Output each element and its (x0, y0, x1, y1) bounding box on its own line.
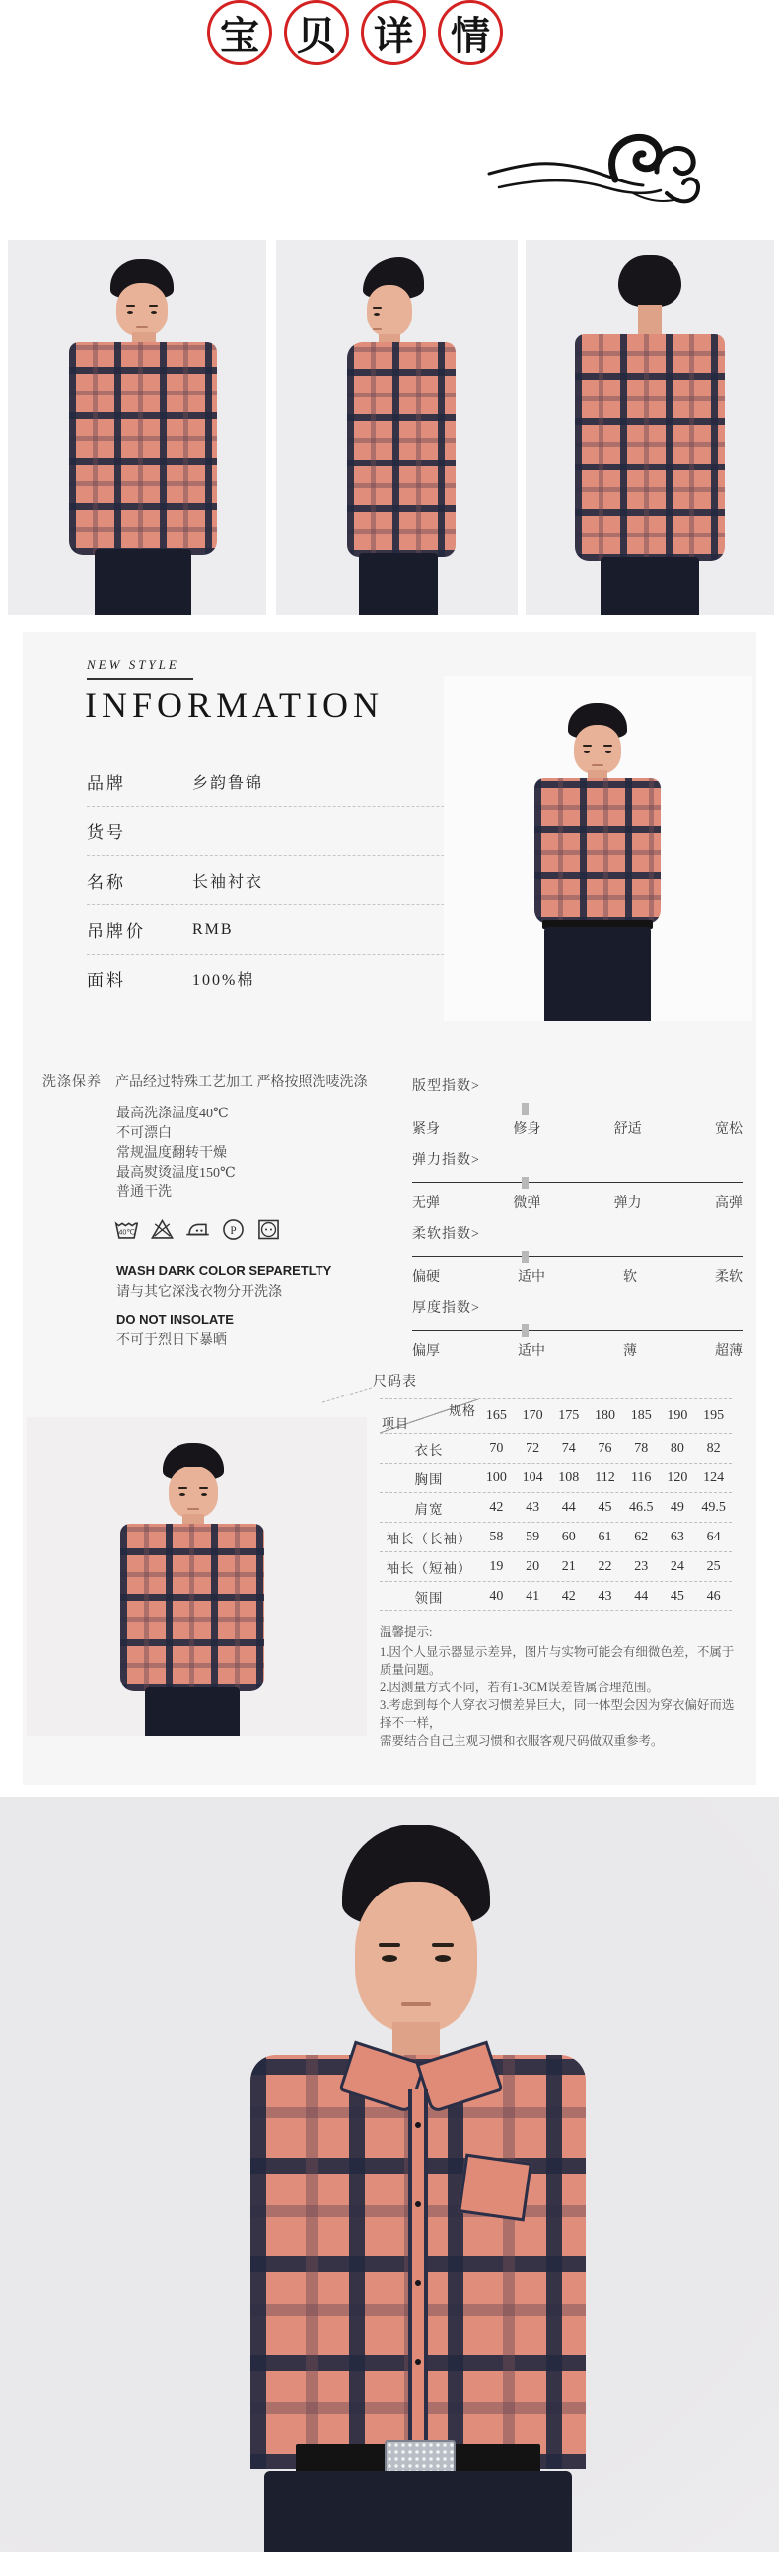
size-cell: 59 (526, 1529, 540, 1544)
size-column-header: 165 (485, 1408, 507, 1423)
tumble-dry-icon (255, 1216, 282, 1243)
tip-line: 1.因个人显示器显示差异，图片与实物可能会有细微色差，不属于质量问题。 (380, 1645, 735, 1677)
model-face (116, 283, 168, 336)
size-cell: 20 (526, 1558, 540, 1574)
corner-spec-label: 规格 (448, 1403, 476, 1418)
index-marker (522, 1324, 529, 1337)
size-column-header: 190 (667, 1408, 688, 1423)
care-instructions (116, 1105, 236, 1203)
corner-item-label: 项目 (382, 1416, 410, 1431)
info-row-label: 品牌 (87, 774, 126, 793)
size-cell: 41 (526, 1588, 540, 1604)
index-slider (412, 1182, 743, 1183)
wash-dark-en: WASH DARK COLOR SEPARETLTY (116, 1263, 332, 1278)
page-title (0, 0, 710, 65)
size-cell: 49 (670, 1499, 684, 1515)
tips-block (380, 1623, 744, 1750)
care-header (42, 1071, 407, 1091)
size-cell: 24 (670, 1558, 684, 1574)
size-cell: 100 (485, 1469, 507, 1485)
index-label: 弹力 (613, 1196, 642, 1211)
size-cell: 124 (703, 1469, 725, 1485)
size-cell: 46 (706, 1588, 721, 1604)
size-cell: 22 (598, 1558, 612, 1574)
size-chart-corner-cell (380, 1399, 478, 1433)
size-column-header: 175 (558, 1408, 580, 1423)
info-row-value: 长袖衬衣 (192, 874, 264, 891)
softness-index (412, 1223, 743, 1292)
index-title: 弹力指数> (412, 1153, 480, 1168)
size-cell: 70 (489, 1440, 504, 1456)
information-heading: INFORMATION (85, 685, 385, 725)
table-row (380, 1464, 732, 1493)
product-photo-front (8, 240, 266, 615)
wash-dark-zh: 请与其它深浅衣物分开洗涤 (116, 1285, 282, 1300)
table-row (380, 1552, 732, 1582)
fit-index (412, 1075, 743, 1144)
info-row-label: 名称 (87, 873, 126, 892)
chest-pocket (458, 2154, 532, 2222)
product-photo-side (276, 240, 518, 615)
index-label: 超薄 (715, 1344, 743, 1359)
size-cell: 116 (630, 1469, 652, 1485)
size-row-label: 袖长（短袖） (386, 1560, 472, 1576)
index-title: 版型指数> (412, 1079, 480, 1094)
size-cell: 58 (489, 1529, 504, 1544)
size-cell: 108 (558, 1469, 580, 1485)
index-label: 紧身 (412, 1122, 440, 1137)
size-chart-header-row (380, 1398, 732, 1434)
size-row-label: 袖长（长袖） (386, 1531, 472, 1546)
size-cell: 74 (561, 1440, 576, 1456)
product-photo-back (526, 240, 774, 615)
index-label: 高弹 (714, 1196, 743, 1211)
index-label: 偏厚 (412, 1344, 440, 1359)
index-slider (412, 1256, 743, 1257)
info-row-label: 面料 (87, 971, 126, 990)
title-char-circle: 宝 (207, 0, 272, 65)
size-cell: 42 (561, 1588, 576, 1604)
care-line: 常规温度翻转干燥 (116, 1146, 227, 1161)
size-column-header: 170 (522, 1408, 543, 1423)
size-column-header: 180 (594, 1408, 615, 1423)
tip-line: 需要结合自己主观习惯和衣服客观尺码做双重参考。 (380, 1734, 664, 1748)
index-label: 修身 (513, 1122, 541, 1137)
model-photo-tucked (444, 676, 752, 1021)
no-bleach-icon (149, 1216, 176, 1243)
size-cell: 49.5 (701, 1499, 726, 1515)
size-row-label: 领围 (414, 1590, 444, 1606)
index-label: 宽松 (714, 1122, 743, 1137)
info-row-value: 100%棉 (192, 972, 255, 989)
index-label: 适中 (518, 1270, 545, 1285)
title-char-circle: 详 (361, 0, 426, 65)
size-chart-table (380, 1398, 732, 1611)
size-cell: 42 (489, 1499, 504, 1515)
info-row-value: 乡韵鲁锦 (192, 775, 264, 792)
size-cell: 44 (634, 1588, 649, 1604)
size-cell: 120 (667, 1469, 688, 1485)
size-cell: 44 (561, 1499, 576, 1515)
size-cell: 40 (489, 1588, 504, 1604)
title-char-circle: 贝 (284, 0, 349, 65)
table-row (380, 1493, 732, 1523)
size-row-label: 胸围 (414, 1471, 444, 1487)
table-row (380, 1523, 732, 1552)
info-row-value: RMB (192, 920, 234, 938)
thickness-index (412, 1297, 743, 1366)
care-line: 最高熨烫温度150℃ (116, 1166, 236, 1181)
laundry-icons (113, 1216, 282, 1243)
stretch-index (412, 1149, 743, 1218)
index-label: 适中 (518, 1344, 545, 1359)
tip-line: 2.因测量方式不同，若有1-3CM误差皆属合理范围。 (380, 1681, 659, 1694)
size-cell: 46.5 (628, 1499, 654, 1515)
size-row-label: 衣长 (414, 1442, 444, 1458)
tips-title: 温馨提示: (380, 1625, 433, 1639)
size-cell: 23 (634, 1558, 649, 1574)
size-cell: 64 (706, 1529, 721, 1544)
size-cell: 21 (561, 1558, 576, 1574)
size-cell: 61 (598, 1529, 612, 1544)
index-label: 柔软 (715, 1270, 743, 1285)
index-label: 软 (623, 1270, 637, 1285)
new-style-label: NEW STYLE (87, 657, 193, 680)
no-sun-en: DO NOT INSOLATE (116, 1312, 234, 1326)
size-cell: 25 (706, 1558, 721, 1574)
index-label: 微弹 (513, 1196, 541, 1211)
size-column-header: 185 (630, 1408, 652, 1423)
index-label: 无弹 (412, 1196, 440, 1211)
dry-clean-p-icon (220, 1216, 247, 1243)
care-line: 最高洗涤温度40℃ (116, 1107, 229, 1121)
size-cell: 82 (706, 1440, 721, 1456)
no-sun-zh: 不可于烈日下暴晒 (116, 1333, 227, 1348)
size-cell: 72 (526, 1440, 540, 1456)
table-row (380, 1434, 732, 1464)
title-char-circle: 情 (438, 0, 503, 65)
size-cell: 78 (634, 1440, 649, 1456)
size-cell: 60 (561, 1529, 576, 1544)
table-row (380, 1582, 732, 1611)
tip-line: 3.考虑到每个人穿衣习惯差异巨大，同一体型会因为穿衣偏好而选择不一样， (380, 1698, 735, 1730)
size-chart-title: 尺码表 (373, 1375, 417, 1390)
model-photo-large (0, 1797, 779, 2552)
size-cell: 104 (522, 1469, 543, 1485)
svg-text:40℃: 40℃ (118, 1227, 135, 1237)
size-cell: 112 (595, 1469, 615, 1485)
size-cell: 80 (670, 1440, 684, 1456)
svg-text:P: P (230, 1224, 237, 1237)
care-subtitle: 产品经过特殊工艺加工 严格按照洗唛洗涤 (115, 1075, 368, 1090)
index-label: 偏硬 (412, 1270, 440, 1285)
size-cell: 45 (598, 1499, 612, 1515)
size-cell: 19 (489, 1558, 504, 1574)
iron-icon (184, 1216, 211, 1243)
size-cell: 62 (634, 1529, 649, 1544)
index-title: 柔软指数> (412, 1227, 480, 1242)
size-cell: 63 (670, 1529, 684, 1544)
size-cell: 76 (598, 1440, 612, 1456)
plaid-shirt (69, 342, 217, 555)
care-line: 普通干洗 (116, 1185, 172, 1200)
info-row-label: 货号 (87, 823, 126, 842)
size-cell: 43 (526, 1499, 540, 1515)
care-line: 不可漂白 (116, 1126, 172, 1141)
cloud-flourish-icon (485, 114, 700, 215)
index-title: 厚度指数> (412, 1301, 480, 1316)
index-slider (412, 1330, 743, 1331)
index-marker (522, 1177, 529, 1189)
model-pants (95, 549, 191, 615)
index-label: 舒适 (613, 1122, 642, 1137)
care-title: 洗涤保养 (42, 1075, 102, 1090)
wash-40-icon (113, 1216, 140, 1243)
size-column-header: 195 (703, 1408, 725, 1423)
index-marker (522, 1251, 529, 1263)
size-row-label: 肩宽 (414, 1501, 444, 1517)
size-cell: 43 (598, 1588, 612, 1604)
info-row-label: 吊牌价 (87, 922, 146, 941)
size-cell: 45 (670, 1588, 684, 1604)
index-marker (522, 1103, 529, 1115)
model-photo-small (27, 1417, 367, 1736)
index-label: 薄 (623, 1344, 637, 1359)
